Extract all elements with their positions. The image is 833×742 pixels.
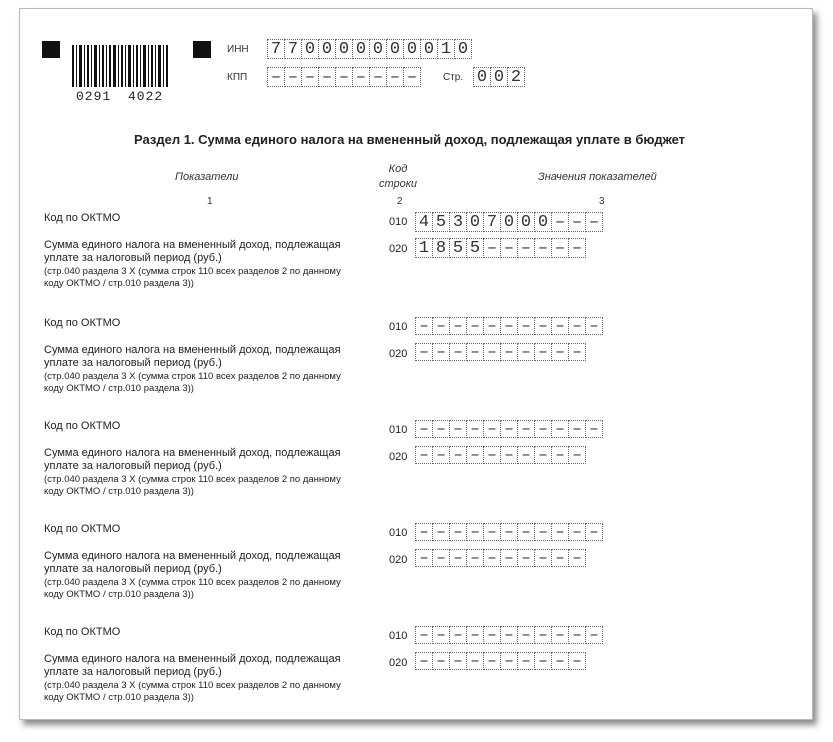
inn-cell[interactable]: 0 bbox=[403, 39, 421, 59]
oktmo-cell[interactable]: – bbox=[568, 420, 586, 438]
oktmo-cell[interactable]: – bbox=[483, 420, 501, 438]
oktmo-cell[interactable]: – bbox=[432, 317, 450, 335]
sum-note bbox=[44, 680, 389, 704]
sum-note-line1: (стр.040 раздела 3 Х (сумма строк 110 всех разделов 2 по данному bbox=[44, 266, 341, 277]
sum-note-line2: коду ОКТМО / стр.010 раздела 3)) bbox=[44, 383, 194, 394]
oktmo-cell[interactable]: – bbox=[449, 626, 467, 644]
oktmo-label: Код по ОКТМО bbox=[44, 626, 121, 638]
sum-cell[interactable]: – bbox=[466, 549, 484, 567]
oktmo-cell[interactable]: – bbox=[483, 317, 501, 335]
sum-cell[interactable]: – bbox=[466, 652, 484, 670]
sum-cell[interactable]: – bbox=[500, 652, 518, 670]
sum-field[interactable] bbox=[415, 652, 586, 670]
sum-cell[interactable]: – bbox=[534, 343, 552, 361]
oktmo-cell[interactable]: – bbox=[534, 523, 552, 541]
kpp-cell[interactable]: – bbox=[386, 67, 404, 87]
oktmo-cell[interactable]: – bbox=[551, 420, 569, 438]
sum-cell[interactable]: 1 bbox=[415, 238, 433, 258]
inn-cell[interactable]: 0 bbox=[335, 39, 353, 59]
inn-cell[interactable]: 0 bbox=[420, 39, 438, 59]
oktmo-cell[interactable]: 0 bbox=[534, 212, 552, 232]
sum-cell[interactable]: – bbox=[551, 549, 569, 567]
sum-cell[interactable]: – bbox=[517, 652, 535, 670]
kpp-cell[interactable]: – bbox=[284, 67, 302, 87]
column-number-1: 1 bbox=[207, 196, 213, 207]
sum-line-code: 020 bbox=[389, 243, 408, 255]
sum-note-line1: (стр.040 раздела 3 Х (сумма строк 110 всех разделов 2 по данному bbox=[44, 371, 341, 382]
sum-description-line1: Сумма единого налога на вмененный доход, подлежащая bbox=[44, 447, 341, 459]
sum-cell[interactable]: – bbox=[568, 343, 586, 361]
oktmo-field[interactable] bbox=[415, 420, 603, 438]
oktmo-line-code: 010 bbox=[389, 630, 408, 642]
sum-note bbox=[44, 474, 389, 498]
oktmo-label: Код по ОКТМО bbox=[44, 523, 121, 535]
sum-note-line2: коду ОКТМО / стр.010 раздела 3)) bbox=[44, 692, 194, 703]
sum-description-line1: Сумма единого налога на вмененный доход, подлежащая bbox=[44, 239, 341, 251]
sum-cell[interactable]: – bbox=[568, 238, 586, 258]
sum-cell[interactable]: – bbox=[517, 343, 535, 361]
oktmo-cell[interactable]: – bbox=[415, 523, 433, 541]
inn-cell[interactable]: 0 bbox=[301, 39, 319, 59]
oktmo-cell[interactable]: – bbox=[551, 317, 569, 335]
oktmo-line-code: 010 bbox=[389, 321, 408, 333]
sum-cell[interactable]: – bbox=[466, 446, 484, 464]
oktmo-field[interactable] bbox=[415, 523, 603, 541]
oktmo-cell[interactable]: – bbox=[551, 626, 569, 644]
sum-note-line2: коду ОКТМО / стр.010 раздела 3)) bbox=[44, 486, 194, 497]
sum-line-code: 020 bbox=[389, 451, 408, 463]
sum-cell[interactable]: – bbox=[449, 446, 467, 464]
kpp-field[interactable] bbox=[267, 67, 421, 87]
oktmo-cell[interactable]: – bbox=[449, 420, 467, 438]
sum-description-line2: уплате за налоговый период (руб.) bbox=[44, 357, 222, 369]
oktmo-label: Код по ОКТМО bbox=[44, 420, 121, 432]
oktmo-cell[interactable]: – bbox=[551, 212, 569, 232]
oktmo-cell[interactable]: – bbox=[534, 626, 552, 644]
oktmo-cell[interactable]: – bbox=[432, 420, 450, 438]
sum-description-line1: Сумма единого налога на вмененный доход, подлежащая bbox=[44, 550, 341, 562]
inn-cell[interactable]: 0 bbox=[386, 39, 404, 59]
sum-description bbox=[44, 550, 384, 576]
inn-cell[interactable]: 0 bbox=[454, 39, 472, 59]
oktmo-cell[interactable]: – bbox=[517, 523, 535, 541]
sum-cell[interactable]: – bbox=[551, 238, 569, 258]
oktmo-field[interactable] bbox=[415, 317, 603, 335]
sum-cell[interactable]: – bbox=[415, 446, 433, 464]
sum-cell[interactable]: – bbox=[483, 549, 501, 567]
inn-label: ИНН bbox=[227, 44, 249, 55]
sum-description-line2: уплате за налоговый период (руб.) bbox=[44, 252, 222, 264]
sum-note-line2: коду ОКТМО / стр.010 раздела 3)) bbox=[44, 589, 194, 600]
oktmo-cell[interactable]: 5 bbox=[432, 212, 450, 232]
sum-cell[interactable]: – bbox=[466, 343, 484, 361]
sum-note-line1: (стр.040 раздела 3 Х (сумма строк 110 всех разделов 2 по данному bbox=[44, 680, 341, 691]
oktmo-cell[interactable]: 4 bbox=[415, 212, 433, 232]
page-cell[interactable]: 0 bbox=[473, 67, 491, 87]
inn-cell[interactable]: 0 bbox=[318, 39, 336, 59]
oktmo-cell[interactable]: 0 bbox=[500, 212, 518, 232]
sum-cell[interactable]: – bbox=[432, 652, 450, 670]
sum-cell[interactable]: – bbox=[534, 446, 552, 464]
oktmo-cell[interactable]: – bbox=[500, 317, 518, 335]
sum-cell[interactable]: – bbox=[449, 549, 467, 567]
oktmo-cell[interactable]: – bbox=[568, 212, 586, 232]
oktmo-cell[interactable]: – bbox=[534, 317, 552, 335]
sum-line-code: 020 bbox=[389, 554, 408, 566]
sum-cell[interactable]: – bbox=[568, 652, 586, 670]
corner-marker-right bbox=[193, 41, 211, 58]
inn-cell[interactable]: 0 bbox=[352, 39, 370, 59]
sum-cell[interactable]: – bbox=[432, 549, 450, 567]
column-number-2: 2 bbox=[397, 196, 403, 207]
kpp-cell[interactable]: – bbox=[403, 67, 421, 87]
sum-note bbox=[44, 266, 389, 290]
column-number-3: 3 bbox=[599, 196, 605, 207]
oktmo-cell[interactable]: – bbox=[585, 626, 603, 644]
sum-description bbox=[44, 344, 384, 370]
page-label: Стр. bbox=[443, 72, 464, 83]
oktmo-cell[interactable]: – bbox=[500, 420, 518, 438]
oktmo-cell[interactable]: – bbox=[517, 317, 535, 335]
oktmo-cell[interactable]: – bbox=[551, 523, 569, 541]
sum-description bbox=[44, 239, 384, 265]
sum-cell[interactable]: – bbox=[500, 549, 518, 567]
oktmo-line-code: 010 bbox=[389, 527, 408, 539]
sum-description-line1: Сумма единого налога на вмененный доход, подлежащая bbox=[44, 653, 341, 665]
sum-description-line2: уплате за налоговый период (руб.) bbox=[44, 563, 222, 575]
sum-cell[interactable]: – bbox=[551, 652, 569, 670]
sum-cell[interactable]: – bbox=[500, 238, 518, 258]
oktmo-cell[interactable]: – bbox=[568, 626, 586, 644]
oktmo-cell[interactable]: – bbox=[466, 317, 484, 335]
kpp-cell[interactable]: – bbox=[352, 67, 370, 87]
kpp-cell[interactable]: – bbox=[335, 67, 353, 87]
oktmo-label: Код по ОКТМО bbox=[44, 317, 121, 329]
oktmo-cell[interactable]: – bbox=[449, 317, 467, 335]
column-header-indicators: Показатели bbox=[175, 171, 239, 183]
oktmo-cell[interactable]: – bbox=[534, 420, 552, 438]
sum-description bbox=[44, 447, 384, 473]
oktmo-cell[interactable]: – bbox=[415, 317, 433, 335]
oktmo-cell[interactable]: – bbox=[585, 212, 603, 232]
sum-line-code: 020 bbox=[389, 348, 408, 360]
sum-cell[interactable]: – bbox=[517, 446, 535, 464]
oktmo-cell[interactable]: – bbox=[415, 420, 433, 438]
barcode-number-left: 0291 bbox=[76, 89, 112, 104]
sum-cell[interactable]: 5 bbox=[449, 238, 467, 258]
sum-field[interactable] bbox=[415, 343, 586, 361]
oktmo-cell[interactable]: 3 bbox=[449, 212, 467, 232]
sum-cell[interactable]: 8 bbox=[432, 238, 450, 258]
oktmo-cell[interactable]: – bbox=[466, 523, 484, 541]
oktmo-cell[interactable]: – bbox=[415, 626, 433, 644]
oktmo-cell[interactable]: – bbox=[517, 626, 535, 644]
sum-cell[interactable]: – bbox=[517, 238, 535, 258]
sum-cell[interactable]: – bbox=[415, 549, 433, 567]
sum-cell[interactable]: – bbox=[432, 446, 450, 464]
kpp-cell[interactable]: – bbox=[369, 67, 387, 87]
sum-field[interactable] bbox=[415, 446, 586, 464]
barcode-number-right: 4022 bbox=[128, 89, 164, 104]
section-title: Раздел 1. Сумма единого налога на вмененный доход, подлежащая уплате в бюджет bbox=[134, 132, 686, 147]
oktmo-line-code: 010 bbox=[389, 216, 408, 228]
sum-cell[interactable]: – bbox=[483, 446, 501, 464]
oktmo-cell[interactable]: – bbox=[568, 523, 586, 541]
oktmo-label: Код по ОКТМО bbox=[44, 212, 121, 224]
sum-cell[interactable]: – bbox=[568, 446, 586, 464]
oktmo-cell[interactable]: – bbox=[517, 420, 535, 438]
kpp-cell[interactable]: – bbox=[267, 67, 285, 87]
sum-description-line2: уплате за налоговый период (руб.) bbox=[44, 460, 222, 472]
oktmo-cell[interactable]: – bbox=[585, 317, 603, 335]
sum-description-line1: Сумма единого налога на вмененный доход, подлежащая bbox=[44, 344, 341, 356]
sum-cell[interactable]: – bbox=[551, 343, 569, 361]
inn-field[interactable] bbox=[267, 39, 472, 59]
sum-description-line2: уплате за налоговый период (руб.) bbox=[44, 666, 222, 678]
oktmo-cell[interactable]: – bbox=[432, 523, 450, 541]
page-cell[interactable]: 2 bbox=[507, 67, 525, 87]
oktmo-cell[interactable]: – bbox=[585, 523, 603, 541]
oktmo-line-code: 010 bbox=[389, 424, 408, 436]
oktmo-cell[interactable]: – bbox=[449, 523, 467, 541]
oktmo-cell[interactable]: – bbox=[568, 317, 586, 335]
column-header-code-line2: строки bbox=[378, 178, 418, 190]
oktmo-cell[interactable]: – bbox=[500, 626, 518, 644]
sum-note bbox=[44, 371, 389, 395]
sum-cell[interactable]: – bbox=[432, 343, 450, 361]
inn-cell[interactable]: 7 bbox=[267, 39, 285, 59]
oktmo-cell[interactable]: – bbox=[483, 523, 501, 541]
oktmo-cell[interactable]: – bbox=[466, 626, 484, 644]
inn-cell[interactable]: 1 bbox=[437, 39, 455, 59]
inn-cell[interactable]: 0 bbox=[369, 39, 387, 59]
sum-cell[interactable]: – bbox=[483, 343, 501, 361]
sum-description bbox=[44, 653, 384, 679]
sum-cell[interactable]: – bbox=[449, 343, 467, 361]
kpp-cell[interactable]: – bbox=[318, 67, 336, 87]
sum-cell[interactable]: – bbox=[534, 549, 552, 567]
sum-note-line2: коду ОКТМО / стр.010 раздела 3)) bbox=[44, 278, 194, 289]
sum-cell[interactable]: – bbox=[568, 549, 586, 567]
sum-note-line1: (стр.040 раздела 3 Х (сумма строк 110 всех разделов 2 по данному bbox=[44, 474, 341, 485]
sum-cell[interactable]: – bbox=[483, 238, 501, 258]
sum-cell[interactable]: – bbox=[483, 652, 501, 670]
oktmo-cell[interactable]: – bbox=[432, 626, 450, 644]
tax-form-page bbox=[19, 8, 813, 720]
sum-note-line1: (стр.040 раздела 3 Х (сумма строк 110 всех разделов 2 по данному bbox=[44, 577, 341, 588]
oktmo-cell[interactable]: 7 bbox=[483, 212, 501, 232]
oktmo-field[interactable] bbox=[415, 212, 603, 232]
sum-field[interactable] bbox=[415, 238, 586, 258]
oktmo-cell[interactable]: – bbox=[500, 523, 518, 541]
sum-line-code: 020 bbox=[389, 657, 408, 669]
sum-cell[interactable]: – bbox=[449, 652, 467, 670]
sum-cell[interactable]: – bbox=[551, 446, 569, 464]
oktmo-cell[interactable]: – bbox=[466, 420, 484, 438]
sum-note bbox=[44, 577, 389, 601]
sum-field[interactable] bbox=[415, 549, 586, 567]
sum-cell[interactable]: 5 bbox=[466, 238, 484, 258]
sum-cell[interactable]: – bbox=[415, 652, 433, 670]
oktmo-field[interactable] bbox=[415, 626, 603, 644]
sum-cell[interactable]: – bbox=[517, 549, 535, 567]
kpp-label: КПП bbox=[227, 72, 248, 83]
column-header-code-line1: Код bbox=[388, 163, 408, 175]
sum-cell[interactable]: – bbox=[534, 652, 552, 670]
oktmo-cell[interactable]: – bbox=[585, 420, 603, 438]
oktmo-cell[interactable]: 0 bbox=[517, 212, 535, 232]
page-number-field[interactable] bbox=[473, 67, 525, 87]
corner-marker-left bbox=[42, 41, 60, 58]
page-cell[interactable]: 0 bbox=[490, 67, 508, 87]
sum-cell[interactable]: – bbox=[500, 343, 518, 361]
oktmo-cell[interactable]: 0 bbox=[466, 212, 484, 232]
column-header-values: Значения показателей bbox=[538, 171, 657, 183]
sum-cell[interactable]: – bbox=[500, 446, 518, 464]
kpp-cell[interactable]: – bbox=[301, 67, 319, 87]
inn-cell[interactable]: 7 bbox=[284, 39, 302, 59]
sum-cell[interactable]: – bbox=[415, 343, 433, 361]
sum-cell[interactable]: – bbox=[534, 238, 552, 258]
oktmo-cell[interactable]: – bbox=[483, 626, 501, 644]
